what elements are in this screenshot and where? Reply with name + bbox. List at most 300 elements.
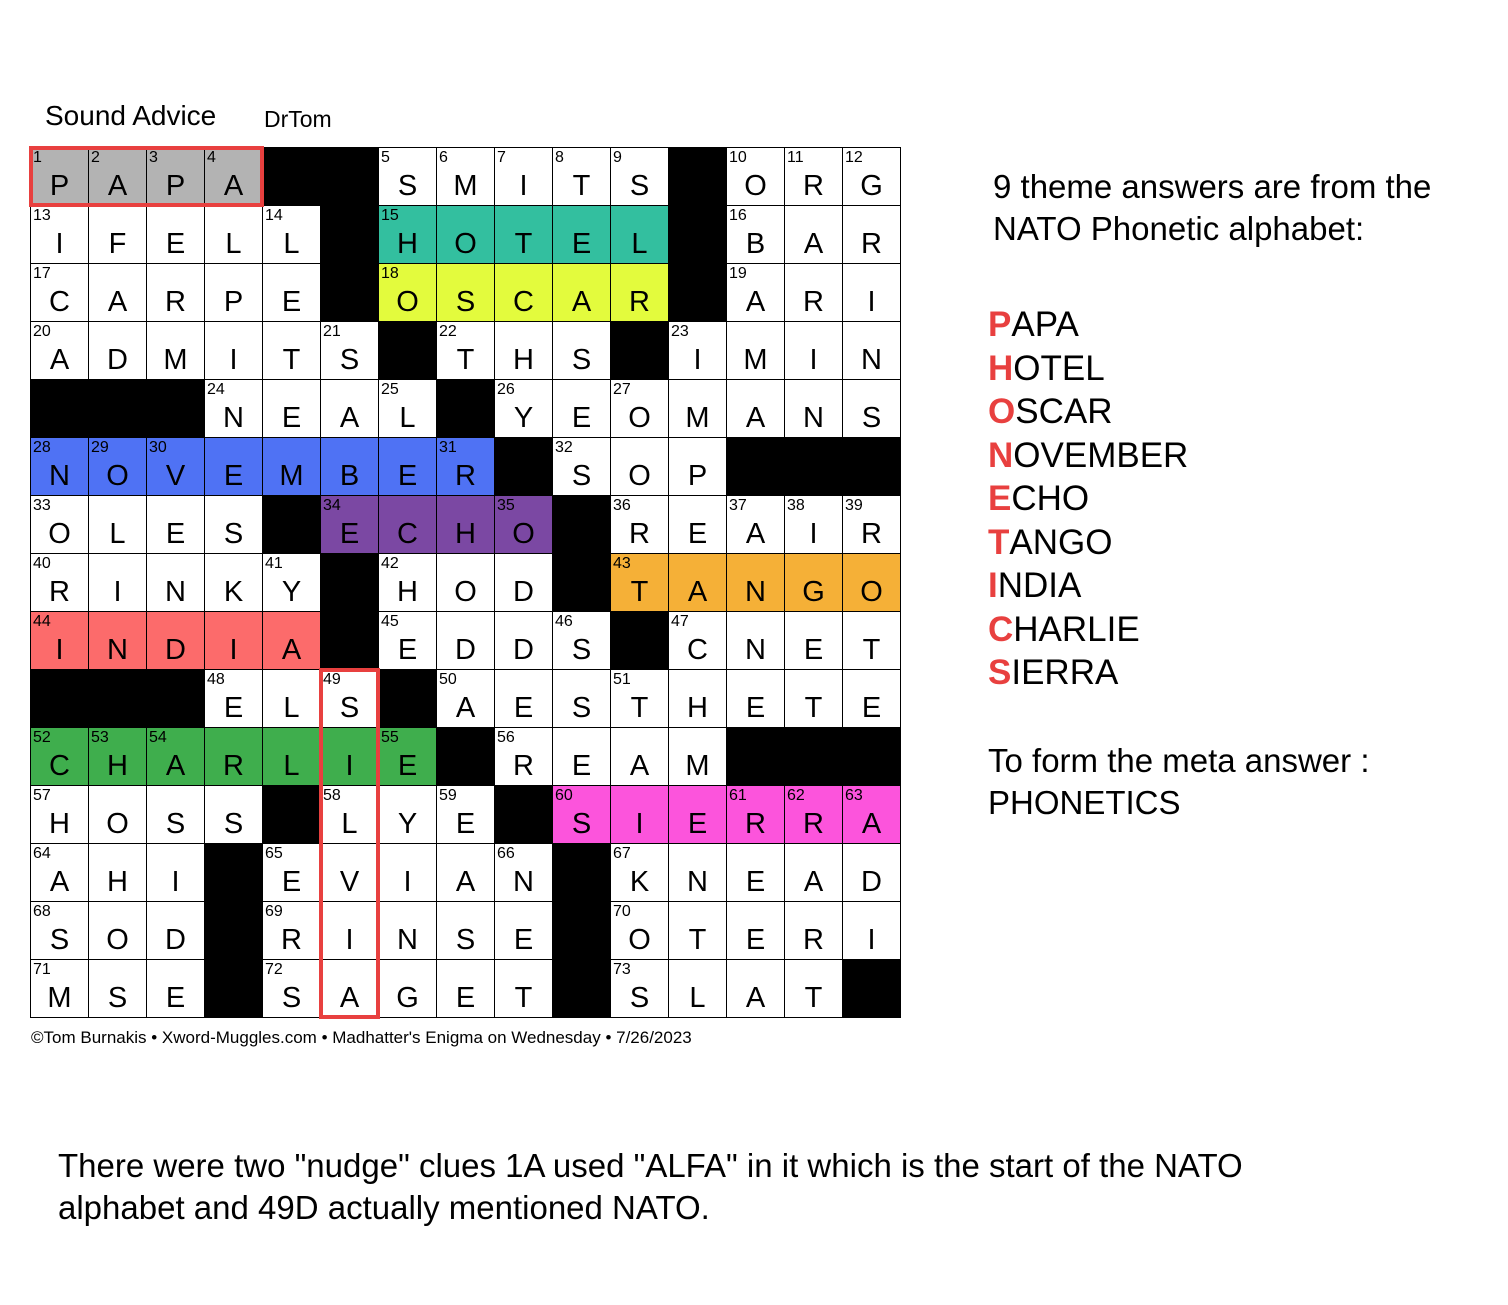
grid-cell[interactable] (378, 727, 437, 786)
grid-cell[interactable] (552, 379, 611, 438)
cell-letter: N (803, 402, 824, 434)
cell-letter: T (862, 634, 881, 666)
grid-cell[interactable] (784, 901, 843, 960)
cell-letter: O (106, 460, 129, 492)
grid-cell[interactable] (262, 843, 321, 902)
cell-letter: H (397, 576, 418, 608)
grid-cell[interactable] (30, 437, 89, 496)
grid-cell[interactable] (378, 553, 437, 612)
grid-cell[interactable] (436, 669, 495, 728)
cell-letter: N (107, 634, 128, 666)
theme-answer-oscar (988, 390, 1188, 434)
grid-cell[interactable] (784, 263, 843, 322)
theme-answer-india (988, 564, 1188, 608)
theme-answer-initial: P (988, 305, 1012, 344)
cell-letter: S (339, 344, 360, 376)
grid-cell[interactable] (30, 843, 89, 902)
meta-answer-line-1: To form the meta answer : (988, 742, 1370, 779)
grid-cell[interactable] (842, 205, 901, 264)
grid-cell[interactable] (842, 669, 901, 728)
grid-cell[interactable] (262, 263, 321, 322)
cell-letter: D (861, 866, 882, 898)
grid-cell[interactable] (320, 379, 379, 438)
cell-letter: R (629, 518, 650, 550)
cell-letter: A (165, 750, 186, 782)
clue-number: 65 (265, 845, 283, 862)
grid-cell[interactable] (494, 669, 553, 728)
grid-cell[interactable] (146, 843, 205, 902)
cell-letter: S (571, 808, 592, 840)
grid-cell[interactable] (30, 553, 89, 612)
cell-letter: E (397, 460, 418, 492)
grid-cell[interactable] (726, 379, 785, 438)
grid-cell[interactable] (88, 785, 147, 844)
grid-cell[interactable] (552, 321, 611, 380)
cell-letter: E (745, 866, 766, 898)
grid-cell[interactable] (204, 669, 263, 728)
grid-cell[interactable] (610, 263, 669, 322)
cell-letter: R (745, 808, 766, 840)
grid-cell[interactable] (726, 669, 785, 728)
grid-cell[interactable] (146, 785, 205, 844)
grid-cell[interactable] (378, 147, 437, 206)
grid-cell[interactable] (30, 321, 89, 380)
cell-letter: A (339, 402, 360, 434)
grid-cell[interactable] (610, 147, 669, 206)
grid-cell[interactable] (262, 321, 321, 380)
grid-cell[interactable] (552, 263, 611, 322)
grid-cell[interactable] (726, 553, 785, 612)
grid-cell[interactable] (784, 669, 843, 728)
grid-cell[interactable] (842, 263, 901, 322)
grid-cell[interactable] (610, 727, 669, 786)
cell-letter: S (455, 924, 476, 956)
cell-letter: I (867, 286, 876, 318)
grid-cell[interactable] (88, 495, 147, 554)
cell-letter: R (455, 460, 476, 492)
grid-cell[interactable] (436, 843, 495, 902)
grid-cell[interactable] (30, 147, 89, 206)
grid-cell[interactable] (436, 205, 495, 264)
grid-cell[interactable] (494, 495, 553, 554)
grid-cell[interactable] (204, 147, 263, 206)
grid-cell[interactable] (262, 379, 321, 438)
cell-letter: S (861, 402, 882, 434)
grid-cell[interactable] (784, 843, 843, 902)
grid-cell[interactable] (30, 785, 89, 844)
cell-letter: D (513, 576, 534, 608)
cell-letter: A (107, 170, 128, 202)
grid-block (552, 495, 611, 554)
cell-letter: S (165, 808, 186, 840)
grid-cell[interactable] (726, 785, 785, 844)
cell-letter: E (687, 808, 708, 840)
clue-number: 43 (613, 555, 631, 572)
clue-number: 16 (729, 207, 747, 224)
grid-block (204, 959, 263, 1018)
cell-letter: N (223, 402, 244, 434)
grid-cell[interactable] (784, 611, 843, 670)
grid-cell[interactable] (320, 669, 379, 728)
grid-cell[interactable] (610, 669, 669, 728)
grid-cell[interactable] (204, 495, 263, 554)
grid-cell[interactable] (784, 785, 843, 844)
grid-cell[interactable] (30, 495, 89, 554)
grid-cell[interactable] (842, 785, 901, 844)
theme-answer-rest: NDIA (997, 566, 1082, 605)
grid-cell[interactable] (320, 785, 379, 844)
grid-cell[interactable] (668, 901, 727, 960)
cell-letter: C (49, 750, 70, 782)
clue-number: 15 (381, 207, 399, 224)
grid-cell[interactable] (204, 263, 263, 322)
grid-cell[interactable] (378, 611, 437, 670)
grid-cell[interactable] (146, 205, 205, 264)
clue-number: 54 (149, 729, 167, 746)
grid-block (378, 669, 437, 728)
cell-letter: H (107, 866, 128, 898)
grid-cell[interactable] (88, 553, 147, 612)
grid-cell[interactable] (88, 263, 147, 322)
grid-cell[interactable] (494, 901, 553, 960)
grid-cell[interactable] (88, 437, 147, 496)
grid-cell[interactable] (88, 147, 147, 206)
grid-cell[interactable] (378, 379, 437, 438)
grid-cell[interactable] (668, 785, 727, 844)
grid-block (552, 553, 611, 612)
cell-letter: R (803, 286, 824, 318)
grid-cell[interactable] (146, 901, 205, 960)
grid-cell[interactable] (262, 669, 321, 728)
grid-cell[interactable] (146, 263, 205, 322)
grid-cell[interactable] (146, 437, 205, 496)
grid-cell[interactable] (842, 553, 901, 612)
cell-letter: O (628, 460, 651, 492)
grid-cell[interactable] (146, 611, 205, 670)
grid-cell[interactable] (30, 959, 89, 1018)
clue-number: 8 (555, 149, 564, 166)
grid-cell[interactable] (320, 495, 379, 554)
cell-letter: T (456, 344, 475, 376)
clue-number: 73 (613, 961, 631, 978)
clue-number: 42 (381, 555, 399, 572)
grid-cell[interactable] (320, 321, 379, 380)
grid-cell[interactable] (784, 205, 843, 264)
cell-letter: T (630, 576, 649, 608)
grid-cell[interactable] (610, 901, 669, 960)
grid-cell[interactable] (784, 147, 843, 206)
cell-letter: D (165, 924, 186, 956)
cell-letter: I (55, 228, 64, 260)
cell-letter: L (399, 402, 416, 434)
cell-letter: H (687, 692, 708, 724)
grid-cell[interactable] (320, 843, 379, 902)
grid-cell[interactable] (262, 205, 321, 264)
grid-cell[interactable] (726, 901, 785, 960)
cell-letter: L (109, 518, 126, 550)
grid-cell[interactable] (320, 901, 379, 960)
theme-answer-charlie (988, 608, 1188, 652)
grid-cell[interactable] (204, 785, 263, 844)
clue-number: 38 (787, 497, 805, 514)
grid-cell[interactable] (610, 553, 669, 612)
grid-cell[interactable] (436, 437, 495, 496)
cell-letter: O (860, 576, 883, 608)
grid-cell[interactable] (378, 785, 437, 844)
grid-cell[interactable] (146, 321, 205, 380)
cell-letter: E (339, 518, 360, 550)
grid-cell[interactable] (378, 901, 437, 960)
grid-cell[interactable] (204, 205, 263, 264)
cell-letter: E (455, 808, 476, 840)
clue-number: 67 (613, 845, 631, 862)
cell-letter: C (513, 286, 534, 318)
grid-cell[interactable] (204, 611, 263, 670)
grid-cell[interactable] (842, 321, 901, 380)
cell-letter: I (635, 808, 644, 840)
clue-number: 17 (33, 265, 51, 282)
grid-cell[interactable] (726, 147, 785, 206)
clue-number: 63 (845, 787, 863, 804)
grid-cell[interactable] (320, 959, 379, 1018)
cell-letter: N (513, 866, 534, 898)
grid-cell[interactable] (668, 379, 727, 438)
grid-cell[interactable] (726, 263, 785, 322)
cell-letter: I (345, 924, 354, 956)
cell-letter: C (397, 518, 418, 550)
cell-letter: H (397, 228, 418, 260)
grid-cell[interactable] (726, 205, 785, 264)
grid-cell[interactable] (784, 495, 843, 554)
grid-cell[interactable] (30, 263, 89, 322)
grid-cell[interactable] (494, 263, 553, 322)
nudge-note-line-2: alphabet and 49D actually mentioned NATO. (58, 1189, 710, 1226)
grid-cell[interactable] (320, 437, 379, 496)
grid-cell[interactable] (494, 611, 553, 670)
grid-cell[interactable] (726, 611, 785, 670)
grid-cell[interactable] (436, 959, 495, 1018)
cell-letter: N (745, 576, 766, 608)
grid-cell[interactable] (668, 611, 727, 670)
grid-cell[interactable] (842, 495, 901, 554)
grid-cell[interactable] (88, 611, 147, 670)
theme-answer-rest: APA (1011, 305, 1079, 344)
cell-letter: E (687, 518, 708, 550)
grid-cell[interactable] (30, 611, 89, 670)
grid-cell[interactable] (842, 901, 901, 960)
clue-number: 60 (555, 787, 573, 804)
grid-cell[interactable] (610, 959, 669, 1018)
grid-cell[interactable] (842, 843, 901, 902)
grid-cell[interactable] (552, 147, 611, 206)
cell-letter: S (49, 924, 70, 956)
grid-cell[interactable] (320, 727, 379, 786)
clue-number: 40 (33, 555, 51, 572)
grid-cell[interactable] (436, 553, 495, 612)
grid-cell[interactable] (262, 959, 321, 1018)
cell-letter: E (513, 692, 534, 724)
grid-cell[interactable] (436, 263, 495, 322)
clue-number: 7 (497, 149, 506, 166)
clue-number: 57 (33, 787, 51, 804)
cell-letter: E (223, 460, 244, 492)
grid-cell[interactable] (146, 553, 205, 612)
grid-cell[interactable] (610, 785, 669, 844)
grid-cell[interactable] (668, 553, 727, 612)
grid-cell[interactable] (262, 727, 321, 786)
clue-number: 59 (439, 787, 457, 804)
theme-answer-rest: HARLIE (1013, 609, 1140, 649)
grid-cell[interactable] (436, 495, 495, 554)
theme-intro-line-1: 9 theme answers are from the (993, 168, 1432, 205)
grid-cell[interactable] (378, 263, 437, 322)
grid-cell[interactable] (494, 205, 553, 264)
grid-cell[interactable] (146, 727, 205, 786)
grid-cell[interactable] (494, 727, 553, 786)
grid-cell[interactable] (30, 727, 89, 786)
cell-letter: E (281, 402, 302, 434)
grid-cell[interactable] (146, 495, 205, 554)
grid-cell[interactable] (30, 205, 89, 264)
grid-cell[interactable] (204, 437, 263, 496)
cell-letter: O (48, 518, 71, 550)
grid-cell[interactable] (262, 553, 321, 612)
grid-cell[interactable] (494, 147, 553, 206)
grid-cell[interactable] (204, 727, 263, 786)
grid-cell[interactable] (726, 495, 785, 554)
cell-letter: M (743, 344, 768, 376)
grid-cell[interactable] (146, 147, 205, 206)
theme-answer-initial: O (988, 392, 1016, 431)
grid-cell[interactable] (610, 495, 669, 554)
grid-cell[interactable] (88, 727, 147, 786)
cell-letter: O (396, 286, 419, 318)
grid-cell[interactable] (30, 901, 89, 960)
cell-letter: I (345, 750, 354, 782)
cell-letter: E (165, 518, 186, 550)
grid-cell[interactable] (494, 843, 553, 902)
grid-block (552, 843, 611, 902)
grid-cell[interactable] (668, 495, 727, 554)
grid-cell[interactable] (436, 901, 495, 960)
grid-cell[interactable] (262, 437, 321, 496)
grid-cell[interactable] (88, 321, 147, 380)
grid-cell[interactable] (436, 785, 495, 844)
grid-cell[interactable] (784, 553, 843, 612)
grid-cell[interactable] (88, 843, 147, 902)
cell-letter: S (571, 344, 592, 376)
grid-cell[interactable] (378, 495, 437, 554)
grid-cell[interactable] (842, 147, 901, 206)
cell-letter: Y (513, 402, 534, 434)
grid-cell[interactable] (262, 901, 321, 960)
grid-block (88, 669, 147, 728)
grid-cell[interactable] (436, 147, 495, 206)
cell-letter: A (629, 750, 650, 782)
grid-block (726, 727, 785, 786)
grid-cell[interactable] (88, 901, 147, 960)
grid-cell[interactable] (668, 669, 727, 728)
theme-answer-initial: H (988, 348, 1014, 388)
cell-letter: R (165, 286, 186, 318)
grid-cell[interactable] (668, 843, 727, 902)
grid-cell[interactable] (436, 321, 495, 380)
cell-letter: E (571, 228, 592, 260)
grid-cell[interactable] (726, 959, 785, 1018)
grid-cell[interactable] (552, 437, 611, 496)
grid-cell[interactable] (668, 959, 727, 1018)
grid-cell[interactable] (262, 611, 321, 670)
grid-block (262, 147, 321, 206)
grid-block (436, 379, 495, 438)
grid-cell[interactable] (378, 205, 437, 264)
grid-cell[interactable] (494, 959, 553, 1018)
grid-cell[interactable] (146, 959, 205, 1018)
grid-cell[interactable] (494, 321, 553, 380)
cell-letter: E (455, 982, 476, 1014)
grid-cell[interactable] (668, 727, 727, 786)
grid-cell[interactable] (842, 611, 901, 670)
grid-cell[interactable] (436, 611, 495, 670)
grid-cell[interactable] (88, 205, 147, 264)
clue-number: 25 (381, 381, 399, 398)
cell-letter: N (397, 924, 418, 956)
cell-letter: Y (281, 576, 302, 608)
grid-cell[interactable] (668, 321, 727, 380)
grid-cell[interactable] (204, 321, 263, 380)
cell-letter: A (745, 402, 766, 434)
cell-letter: B (339, 460, 360, 492)
grid-cell[interactable] (610, 843, 669, 902)
clue-number: 9 (613, 149, 622, 166)
cell-letter: O (454, 228, 477, 260)
cell-letter: C (49, 286, 70, 318)
grid-cell[interactable] (378, 843, 437, 902)
cell-letter: R (281, 924, 302, 956)
cell-letter: N (49, 460, 70, 492)
grid-cell[interactable] (552, 611, 611, 670)
grid-cell[interactable] (784, 379, 843, 438)
grid-cell[interactable] (204, 553, 263, 612)
cell-letter: T (514, 228, 533, 260)
grid-block (668, 205, 727, 264)
grid-cell[interactable] (842, 379, 901, 438)
clue-number: 62 (787, 787, 805, 804)
cell-letter: S (629, 170, 650, 202)
clue-number: 48 (207, 671, 225, 688)
clue-number: 23 (671, 323, 689, 340)
grid-cell[interactable] (552, 727, 611, 786)
grid-cell[interactable] (610, 379, 669, 438)
grid-cell[interactable] (552, 669, 611, 728)
grid-cell[interactable] (552, 205, 611, 264)
grid-cell[interactable] (610, 205, 669, 264)
grid-cell[interactable] (378, 437, 437, 496)
grid-cell[interactable] (494, 379, 553, 438)
grid-cell[interactable] (494, 553, 553, 612)
grid-cell[interactable] (668, 437, 727, 496)
grid-cell[interactable] (726, 321, 785, 380)
grid-cell[interactable] (552, 785, 611, 844)
grid-cell[interactable] (378, 959, 437, 1018)
grid-cell[interactable] (204, 379, 263, 438)
grid-cell[interactable] (726, 843, 785, 902)
grid-cell[interactable] (784, 959, 843, 1018)
grid-cell[interactable] (88, 959, 147, 1018)
cell-letter: A (861, 808, 882, 840)
grid-cell[interactable] (610, 437, 669, 496)
grid-cell[interactable] (784, 321, 843, 380)
